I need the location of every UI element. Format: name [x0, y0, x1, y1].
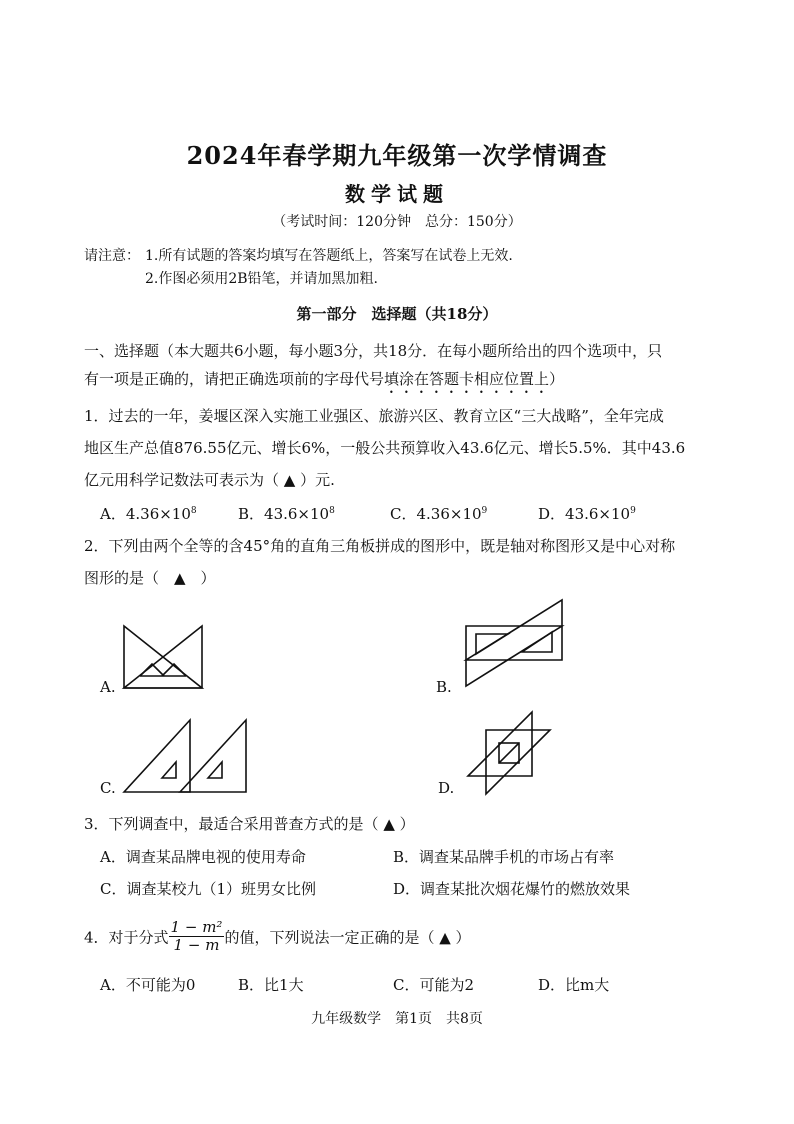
q4-stem-prefix: 4．对于分式 — [84, 928, 169, 947]
q4-stem-suffix: 的值，下列说法一定正确的是（ ▲ ） — [224, 928, 471, 947]
q2-label-a: A. — [100, 678, 116, 696]
q3-stem: 3．下列调查中，最适合采用普查方式的是（ ▲ ） — [84, 815, 415, 833]
q4-stem — [84, 919, 471, 955]
q2-label-c: C. — [100, 779, 116, 797]
q1-option-d — [538, 503, 636, 524]
section-intro-close: ） — [549, 370, 565, 388]
q1-stem-line-3: 亿元用科学记数法可表示为（ ▲ ）元. — [84, 471, 335, 489]
q1-option-a-base: 4.36×10 — [125, 505, 191, 523]
q1-option-c-letter: C． — [390, 505, 417, 523]
q1-option-c-exp: 9 — [481, 506, 488, 516]
q3-option-c: C．调查某校九（1）班男女比例 — [100, 880, 317, 898]
q1-option-a-exp: 8 — [190, 506, 197, 516]
page-title: 2024年春学期九年级第一次学情调查 — [186, 141, 608, 170]
q4-option-b: B．比1大 — [238, 976, 304, 994]
q1-option-d-base: 43.6×10 — [565, 505, 631, 523]
section-intro-emphasis: 填涂在答题卡相应位置上 — [384, 370, 550, 388]
q1-stem-line-2: 地区生产总值876.55亿元、增长6%，一般公共预算收入43.6亿元、增长5.5%．其中43.6 — [84, 439, 686, 457]
notice-line-1: 1.所有试题的答案均填写在答题纸上，答案写在试卷上无效. — [145, 248, 513, 264]
q4-fraction-numerator: 1 − m² — [170, 918, 223, 936]
q1-option-b-base: 43.6×10 — [264, 505, 330, 523]
q1-option-b-exp: 8 — [329, 506, 335, 516]
q1-option-d-letter: D． — [538, 505, 566, 523]
q2-stem-line-1: 2．下列由两个全等的含45°角的直角三角板拼成的图形中，既是轴对称图形又是中心对称 — [84, 537, 676, 555]
q3-option-b: B．调查某品牌手机的市场占有率 — [393, 848, 615, 866]
q2-figure-b — [460, 596, 568, 692]
q4-fraction-denominator: 1 − m — [173, 936, 220, 955]
fig-c-triangle-left — [124, 720, 190, 792]
q4-option-a: A．不可能为0 — [100, 976, 196, 994]
q4-fraction — [169, 919, 225, 955]
q1-option-d-exp: 9 — [630, 506, 636, 516]
q2-figure-d — [462, 706, 556, 800]
fig-b-inner-left — [476, 634, 508, 654]
exam-info: （考试时间：120分钟 总分：150分） — [272, 214, 522, 230]
q1-option-b — [238, 503, 335, 524]
fig-d-center-diagonal — [499, 743, 519, 763]
section-intro-line-2 — [84, 368, 564, 397]
fig-c-inner-left — [162, 762, 176, 778]
q1-option-b-letter: B． — [238, 505, 265, 523]
page-footer: 九年级数学 第1页 共8页 — [311, 1011, 483, 1027]
q2-label-d: D. — [438, 779, 455, 797]
q1-option-c — [390, 503, 487, 524]
subject-title: 数学试题 — [345, 182, 449, 206]
q2-figure-a — [118, 620, 208, 692]
q1-option-c-base: 4.36×10 — [416, 505, 482, 523]
notice-label: 请注意： — [84, 248, 140, 264]
q1-option-a — [100, 503, 197, 524]
q1-stem-line-1: 1．过去的一年，姜堰区深入实施工业强区、旅游兴区、教育立区“三大战略”，全年完成 — [84, 407, 664, 425]
fig-d-triangle-1 — [468, 712, 532, 776]
fig-b-inner-right — [522, 632, 552, 652]
q2-label-b: B. — [436, 678, 452, 696]
notice-line-2: 2.作图必须用2B铅笔，并请加黑加粗. — [145, 271, 379, 287]
q3-option-a: A．调查某品牌电视的使用寿命 — [100, 848, 306, 866]
fig-d-triangle-2 — [486, 730, 550, 794]
section-heading: 第一部分 选择题（共18分） — [296, 305, 498, 323]
fig-c-inner-right — [208, 762, 222, 778]
section-intro-text: 有一项是正确的，请把正确选项前的字母代号 — [84, 370, 385, 388]
q4-option-c: C．可能为2 — [393, 976, 475, 994]
q2-figure-c — [118, 712, 252, 796]
q1-option-a-letter: A． — [100, 505, 126, 523]
q2-stem-line-2: 图形的是（ ▲ ） — [84, 569, 216, 587]
q4-option-d: D．比m大 — [538, 976, 610, 994]
section-intro-line-1: 一、选择题（本大题共6小题，每小题3分，共18分．在每小题所给出的四个选项中，只 — [84, 342, 663, 360]
q3-option-d: D．调查某批次烟花爆竹的燃放效果 — [393, 880, 631, 898]
